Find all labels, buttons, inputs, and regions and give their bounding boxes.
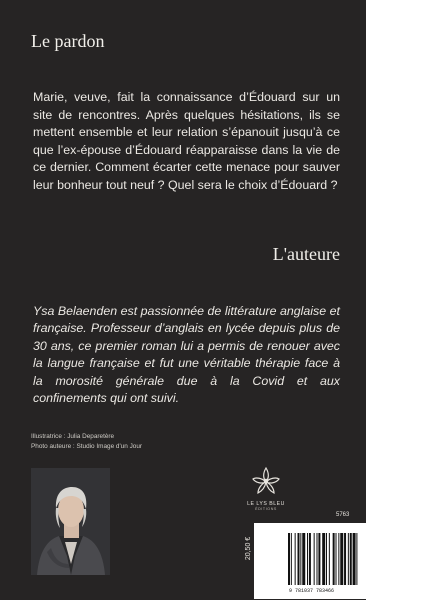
barcode-bar — [314, 533, 315, 585]
isbn-digits: 9 781037 783466 — [289, 588, 335, 594]
barcode-bar — [298, 533, 300, 585]
price-text: 20,50 € — [245, 536, 253, 560]
barcode-bar — [288, 533, 290, 585]
barcode-bar — [333, 533, 335, 585]
barcode-bar — [307, 533, 308, 585]
barcode-bar — [356, 533, 357, 585]
author-heading: L'auteure — [272, 244, 340, 264]
barcode-bar — [336, 533, 337, 585]
barcode-bar — [309, 533, 311, 585]
barcode-bar — [353, 533, 356, 585]
barcode-bar — [340, 533, 343, 585]
barcode-bar — [302, 533, 305, 585]
barcode-bar — [300, 533, 301, 585]
publisher-name: LE LYS BLEU — [247, 501, 285, 507]
author-photo — [31, 468, 110, 575]
credits-block — [31, 432, 142, 451]
barcode-bar — [295, 533, 296, 585]
photo-credit: Photo auteure : Studio Image d'un Jour — [31, 442, 142, 450]
illustrator-credit: Illustratrice : Julia Deparetère — [31, 433, 115, 440]
book-title: Le pardon — [31, 31, 105, 51]
barcode-bar — [317, 533, 318, 585]
barcode-bar — [291, 533, 292, 585]
page-margin — [366, 0, 423, 600]
barcode-bar — [344, 533, 346, 585]
publisher-tagline: ÉDITIONS — [255, 507, 277, 511]
barcode-bar — [350, 533, 352, 585]
barcode-bar — [326, 533, 327, 585]
lily-flower-icon — [251, 465, 281, 495]
barcode-bar — [329, 533, 330, 585]
author-portrait-image — [31, 468, 110, 575]
product-code: 5763 — [336, 512, 350, 518]
barcode-bar — [322, 533, 325, 585]
barcode-bar — [318, 533, 320, 585]
barcode-bar — [348, 533, 349, 585]
publisher-logo — [233, 465, 299, 511]
author-bio-text: Ysa Belaenden est passionnée de littérature anglaise et française. Professeur d’anglais en lycée depuis plus de 30 ans, ce premier roman lui a permis de renouer avec la langue française et fut une véritable thérapie face à la morosité générale due à la Covid et aux confinements qui ont suivi. — [33, 304, 340, 406]
barcode-bar — [338, 533, 339, 585]
synopsis-text: Marie, veuve, fait la connaissance d’Édouard sur un site de rencontres. Après quelques hésitations, ils se mettent ensemble et leur relation s’épanouit jusqu’à ce que l’ex-épouse d’Édouard réapparaisse dans la vie de ce dernier. Comment écarter cette menace pour sauver leur bonheur tout neuf ? Quel sera le choix d’Édouard ? — [33, 90, 340, 192]
